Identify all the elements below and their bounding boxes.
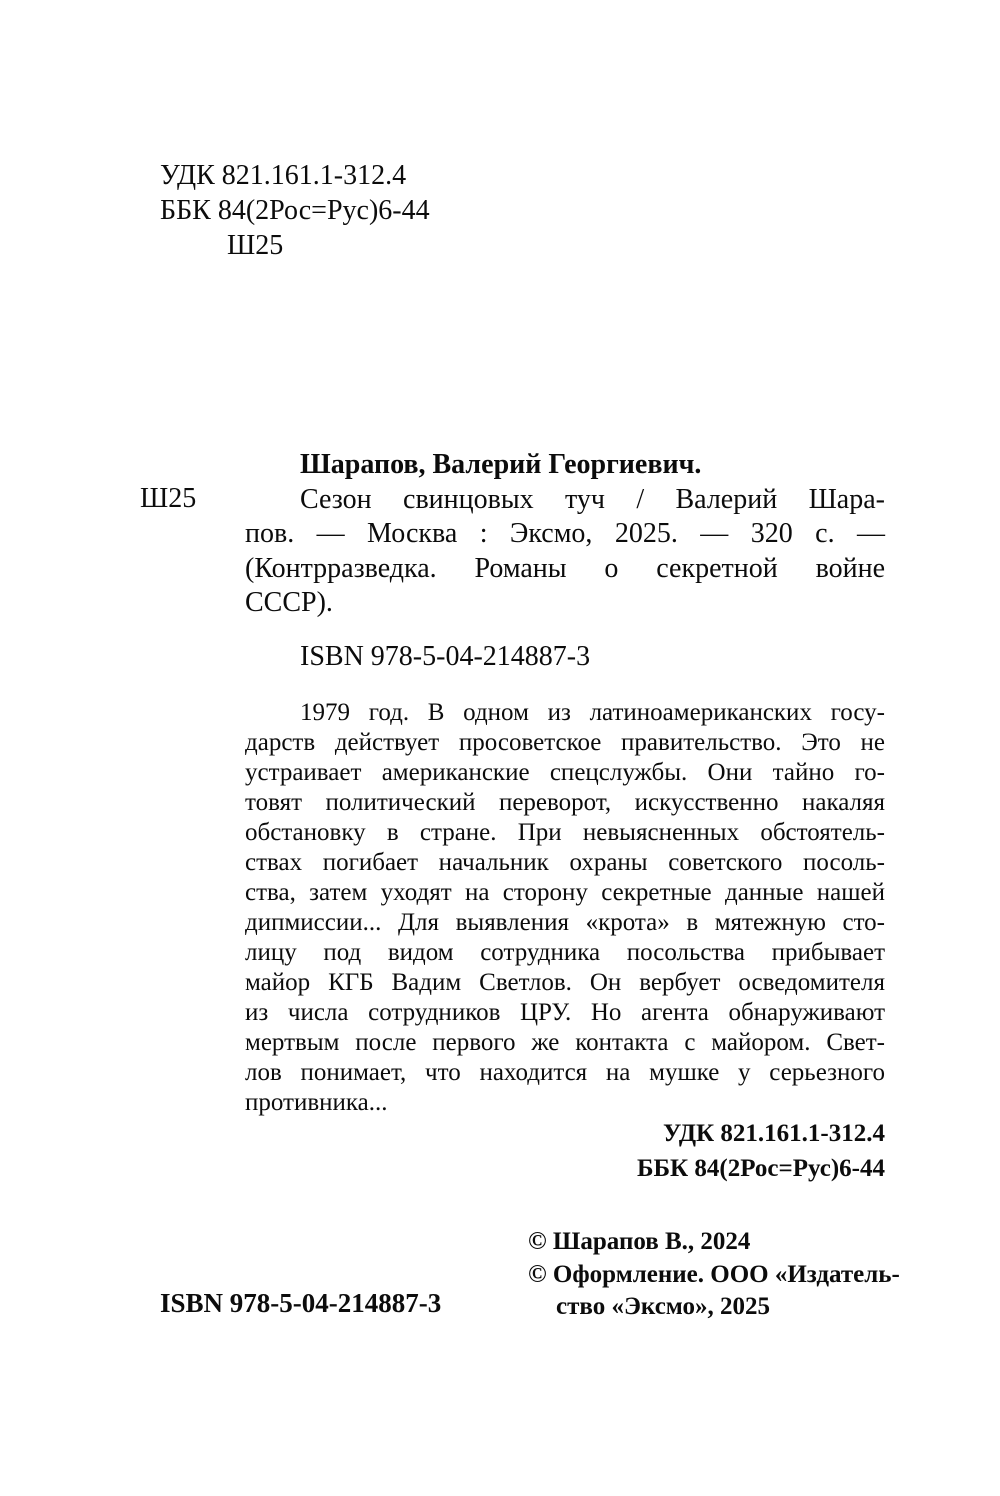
bibliographic-record [245, 448, 885, 621]
author-sign-margin: Ш25 [140, 483, 197, 514]
bbk-code-top: ББК 84(2Рос=Рус)6-44 [160, 195, 430, 226]
classification-right-block [245, 1116, 885, 1186]
text-line: из числа сотрудников ЦРУ. Но агента обнаруживают [245, 999, 885, 1026]
text-line: дарств действует просоветское правительство. Это не [245, 729, 885, 756]
text-line: лов понимает, что находится на мушке у серьезного [245, 1059, 885, 1086]
text-line: устраивает американские спецслужбы. Они тайно го- [245, 759, 885, 786]
annotation-paragraph [245, 698, 885, 1118]
text-line: ство «Эксмо», 2025 [556, 1293, 770, 1320]
text-line: ствах погибает начальник охраны советского посоль- [245, 849, 885, 876]
text-line: мертвым после первого же контакта с майором. Свет- [245, 1029, 885, 1056]
text-line: Сезон свинцовых туч / Валерий Шара- [300, 483, 885, 515]
udk-code-right: УДК 821.161.1-312.4 [663, 1120, 885, 1147]
copyright-block [528, 1226, 900, 1324]
text-line: майор КГБ Вадим Светлов. Он вербует осведомителя [245, 969, 885, 996]
text-line: лицу под видом сотрудника посольства прибывает [245, 939, 885, 966]
text-line: пов. — Москва : Эксмо, 2025. — 320 с. — [245, 518, 885, 549]
udk-code-top: УДК 821.161.1-312.4 [160, 160, 407, 191]
text-line: товят политический переворот, искусственно накаляя [245, 789, 885, 816]
text-line: (Контрразведка. Романы о секретной войне [245, 552, 885, 584]
isbn-catalog: ISBN 978-5-04-214887-3 [300, 641, 591, 672]
isbn-bottom: ISBN 978-5-04-214887-3 [160, 1288, 442, 1318]
text-line: ства, затем уходят на сторону секретные данные нашей [245, 879, 885, 906]
text-line: © Оформление. ООО «Издатель- [528, 1260, 900, 1288]
text-line: © Шарапов В., 2024 [528, 1228, 751, 1255]
text-line: обстановку в стране. При невыясненных обстоятель- [245, 819, 885, 846]
text-line: дипмиссии... Для выявления «крота» в мятежную сто- [245, 909, 885, 936]
text-line: СССР). [245, 587, 333, 618]
text-line: 1979 год. В одном из латиноамериканских госу- [300, 699, 885, 726]
bbk-code-right: ББК 84(2Рос=Рус)6-44 [637, 1155, 885, 1182]
classification-top-block [160, 158, 430, 263]
text-line: Шарапов, Валерий Георгиевич. [300, 449, 702, 480]
text-line: противника... [245, 1089, 388, 1116]
author-sign-top: Ш25 [227, 230, 284, 261]
